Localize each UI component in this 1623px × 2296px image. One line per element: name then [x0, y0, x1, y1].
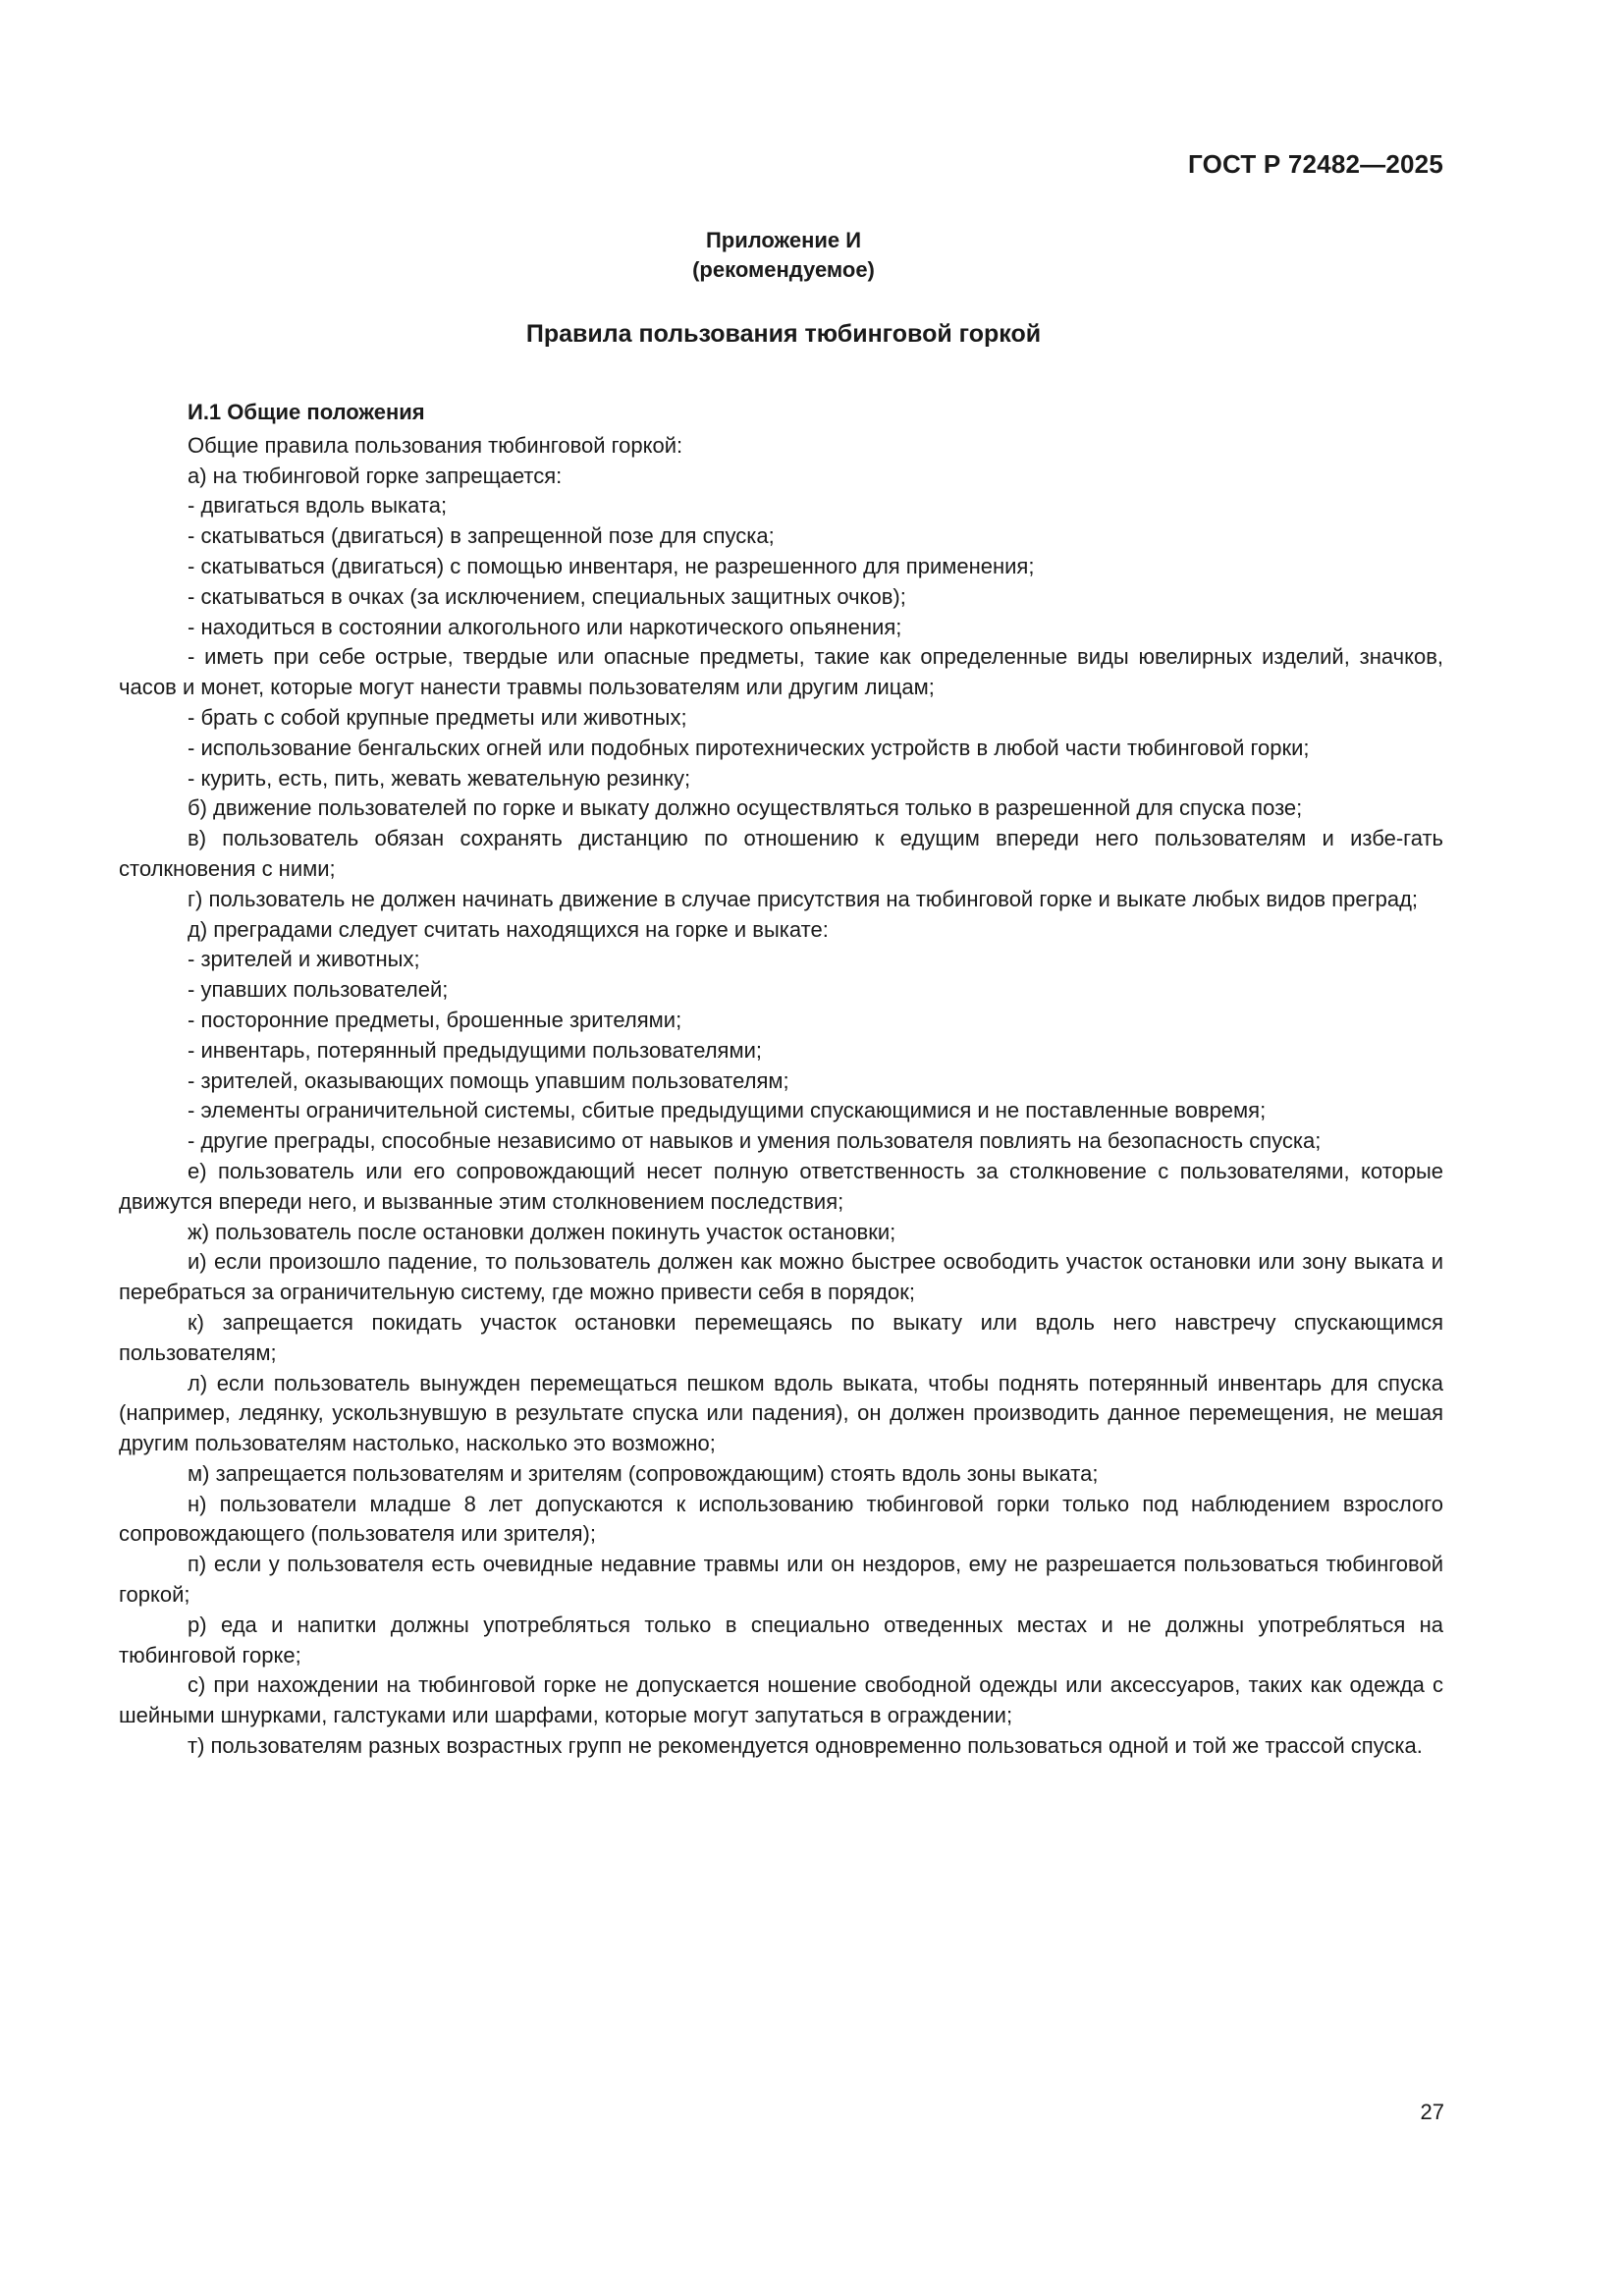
paragraph: - другие преграды, способные независимо от навыков и умения пользователя повлиять на безопасность спуска; [188, 1128, 1322, 1154]
paragraph: с) при нахождении на тюбинговой горке не допускается ношение свободной одежды или аксессуаров, таких как одежда с шейными шнурками, галстуками или шарфами, которые могут запутаться в ограждении; [119, 1672, 1443, 1728]
annex-header [0, 226, 1567, 285]
document-code: ГОСТ Р 72482—2025 [1188, 149, 1443, 179]
paragraph: - скатываться (двигаться) в запрещенной позе для спуска; [188, 523, 775, 549]
section-content [119, 398, 1443, 1762]
paragraph: - использование бенгальских огней или подобных пиротехнических устройств в любой части тюбинговой горки; [188, 735, 1310, 760]
paragraph-list [119, 431, 1443, 1762]
paragraph: - зрителей, оказывающих помощь упавшим пользователям; [188, 1067, 789, 1093]
paragraph: - инвентарь, потерянный предыдущими пользователями; [188, 1037, 762, 1063]
paragraph: а) на тюбинговой горке запрещается: [188, 463, 563, 488]
paragraph: н) пользователи младше 8 лет допускаются к использованию тюбинговой горки только под наблюдением взрослого сопровождающего (пользователя или зрителя); [119, 1491, 1443, 1547]
paragraph: м) запрещается пользователям и зрителям (сопровождающим) стоять вдоль зоны выката; [188, 1460, 1099, 1486]
paragraph: и) если произошло падение, то пользователь должен как можно быстрее освободить участок остановки или зону выката и перебраться за ограничительную систему, где можно привести себя в порядок; [119, 1249, 1443, 1305]
annex-status: (рекомендуемое) [692, 257, 875, 282]
paragraph: - иметь при себе острые, твердые или опасные предметы, такие как определенные виды ювелирных изделий, значков, часов и монет, которые могут нанести травмы пользователям или другим лицам; [119, 644, 1443, 700]
paragraph: Общие правила пользования тюбинговой горкой: [188, 432, 683, 458]
paragraph: б) движение пользователей по горке и выкату должно осуществляться только в разрешенной для спуска позе; [188, 795, 1303, 821]
paragraph: - скатываться в очках (за исключением, специальных защитных очков); [188, 583, 906, 609]
paragraph: г) пользователь не должен начинать движение в случае присутствия на тюбинговой горке и выкате любых видов преград; [188, 886, 1419, 911]
paragraph: в) пользователь обязан сохранять дистанцию по отношению к едущим впереди него пользователям и избе-гать столкновения с ними; [119, 826, 1443, 881]
paragraph: р) еда и напитки должны употребляться только в специально отведенных местах и не должны употребляться на тюбинговой горке; [119, 1612, 1443, 1667]
paragraph: - находиться в состоянии алкогольного или наркотического опьянения; [188, 614, 902, 639]
paragraph: к) запрещается покидать участок остановки перемещаясь по выкату или вдоль него навстречу спускающимся пользователям; [119, 1309, 1443, 1365]
paragraph: - зрителей и животных; [188, 947, 420, 972]
paragraph: - курить, есть, пить, жевать жевательную резинку; [188, 765, 691, 791]
paragraph: - упавших пользователей; [188, 977, 449, 1003]
paragraph: ж) пользователь после остановки должен покинуть участок остановки; [188, 1219, 896, 1244]
paragraph: л) если пользователь вынужден перемещаться пешком вдоль выката, чтобы поднять потерянный инвентарь для спуска (например, ледянку, ускользнувшую в результате спуска или падения), он должен производить данное перемещения, не мешая другим пользователям настолько, насколько это возможно; [119, 1370, 1443, 1456]
paragraph: - брать с собой крупные предметы или животных; [188, 704, 687, 730]
paragraph: д) преградами следует считать находящихся на горке и выкате: [188, 916, 829, 942]
paragraph: е) пользователь или его сопровождающий несет полную ответственность за столкновение с пользователями, которые движутся впереди него, и вызванные этим столкновением последствия; [119, 1158, 1443, 1214]
paragraph: - посторонние предметы, брошенные зрителями; [188, 1007, 682, 1032]
paragraph: т) пользователям разных возрастных групп не рекомендуется одновременно пользоваться одной и той же трассой спуска. [188, 1733, 1423, 1759]
paragraph: - скатываться (двигаться) с помощью инвентаря, не разрешенного для применения; [188, 553, 1035, 578]
page-number: 27 [1420, 2100, 1444, 2124]
paragraph: - двигаться вдоль выката; [188, 493, 448, 519]
paragraph: п) если у пользователя есть очевидные недавние травмы или он нездоров, ему не разрешается пользоваться тюбинговой горкой; [119, 1552, 1443, 1608]
annex-title: Правила пользования тюбинговой горкой [525, 320, 1042, 348]
paragraph: - элементы ограничительной системы, сбитые предыдущими спускающимися и не поставленные вовремя; [188, 1098, 1267, 1123]
section-heading: И.1 Общие положения [188, 400, 425, 424]
annex-label: Приложение И [705, 228, 862, 252]
